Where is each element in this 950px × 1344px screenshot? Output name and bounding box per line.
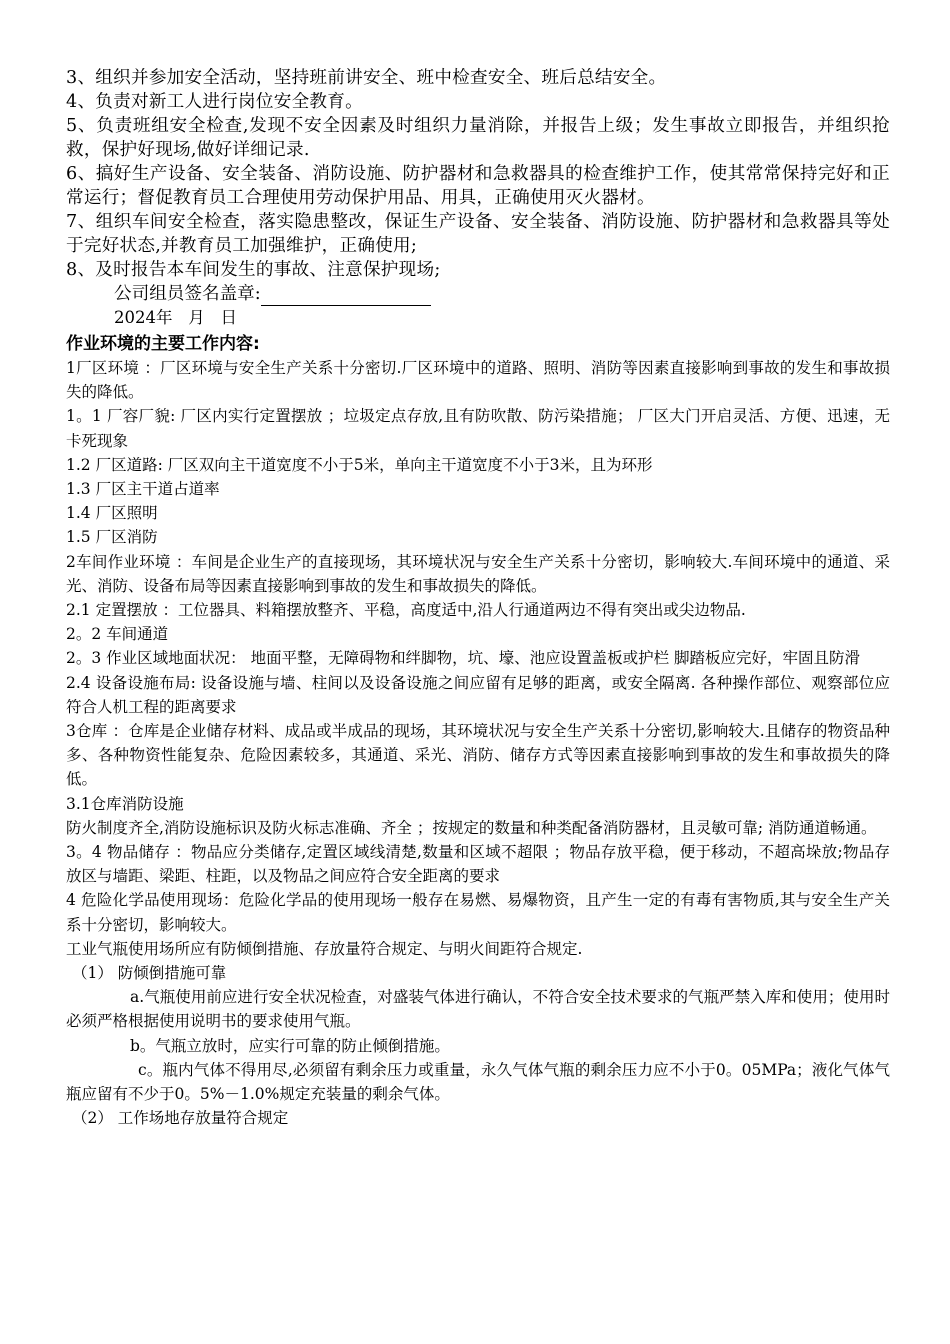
paragraph: 1.2 厂区道路: 厂区双向主干道宽度不小于5米，单向主干道宽度不小于3米，且为环形 bbox=[66, 455, 653, 474]
paragraph: 2.1 定置摆放 ：工位器具、料箱摆放整齐、平稳，高度适中,沿人行通道两边不得有突出或尖边物品. bbox=[66, 601, 746, 620]
signature-line bbox=[66, 282, 890, 306]
responsibility-item-3: 3、组织并参加安全活动，坚持班前讲安全、班中检查安全、班后总结安全。 bbox=[66, 68, 667, 88]
paragraph: （1） 防倾倒措施可靠 bbox=[72, 964, 227, 983]
work-environment-content bbox=[66, 356, 890, 1131]
paragraph: 1。1 厂容厂貌: 厂区内实行定置摆放 ；垃圾定点存放,且有防吹散、防污染措施； 厂区大门开启灵活、方便、迅速，无卡死现象 bbox=[66, 407, 890, 450]
document-page bbox=[66, 66, 890, 1131]
paragraph: 1厂区环境 ：厂区环境与安全生产关系十分密切.厂区环境中的道路、照明、消防等因素直接影响到事故的发生和事故损失的降低。 bbox=[66, 359, 890, 402]
responsibility-item-5: 5、负责班组安全检查,发现不安全因素及时组织力量消除，并报告上级；发生事故立即报告，并组织抢救，保护好现场,做好详细记录. bbox=[66, 116, 890, 160]
paragraph: a.气瓶使用前应进行安全状况检查，对盛装气体进行确认，不符合安全技术要求的气瓶严禁入库和使用；使用时必须严格根据使用说明书的要求使用气瓶。 bbox=[66, 988, 890, 1031]
paragraph: 防火制度齐全,消防设施标识及防火标志准确、齐全 ；按规定的数量和种类配备消防器材，且灵敏可靠; 消防通道畅通。 bbox=[66, 818, 877, 837]
responsibility-item-6: 6、搞好生产设备、安全装备、消防设施、防护器材和急救器具的检查维护工作，使其常常保持完好和正常运行；督促教育员工合理使用劳动保护用品、用具，正确使用灭火器材。 bbox=[66, 164, 890, 208]
responsibility-item-4: 4、负责对新工人进行岗位安全教育。 bbox=[66, 92, 363, 112]
paragraph: 2。2 车间通道 bbox=[66, 625, 169, 644]
paragraph: 3。4 物品储存 ：物品应分类储存,定置区域线清楚,数量和区域不超限 ；物品存放平稳，便于移动，不超高垛放;物品存放区与墙距、梁距、柱距，以及物品之间应符合安全距离的要求 bbox=[66, 843, 890, 886]
paragraph: 1.5 厂区消防 bbox=[66, 528, 158, 547]
signature-blank bbox=[261, 287, 431, 306]
responsibility-list bbox=[66, 66, 890, 282]
paragraph: c。瓶内气体不得用尽,必须留有剩余压力或重量，永久气体气瓶的剩余压力应不小于0。05MPa；液化气体气瓶应留有不少于0。5%－1.0%规定充装量的剩余气体。 bbox=[66, 1060, 890, 1104]
responsibility-item-8: 8、及时报告本车间发生的事故、注意保护现场; bbox=[66, 260, 441, 280]
paragraph: 2.4 设备设施布局: 设备设施与墙、柱间以及设备设施之间应留有足够的距离，或安全隔离. 各种操作部位、观察部位应符合人机工程的距离要求 bbox=[66, 673, 890, 716]
paragraph: 1.3 厂区主干道占道率 bbox=[66, 480, 220, 499]
date-line: 2024年 月 日 bbox=[114, 308, 237, 327]
paragraph: 工业气瓶使用场所应有防倾倒措施、存放量符合规定、与明火间距符合规定. bbox=[66, 939, 583, 958]
paragraph: 2车间作业环境 ：车间是企业生产的直接现场，其环境状况与安全生产关系十分密切，影响较大.车间环境中的通道、采光、消防、设备布局等因素直接影响到事故的发生和事故损失的降低。 bbox=[66, 552, 890, 595]
paragraph: 2。3 作业区域地面状况： 地面平整，无障碍物和绊脚物，坑、壕、池应设置盖板或护栏 脚踏板应完好，牢固且防滑 bbox=[66, 649, 861, 668]
section-heading: 作业环境的主要工作内容: bbox=[66, 334, 260, 354]
paragraph: b。气瓶立放时，应实行可靠的防止倾倒措施。 bbox=[130, 1036, 450, 1055]
responsibility-item-7: 7、组织车间安全检查，落实隐患整改，保证生产设备、安全装备、消防设施、防护器材和急救器具等处于完好状态,并教育员工加强维护，正确使用; bbox=[66, 212, 890, 256]
paragraph: 3仓库 ：仓库是企业储存材料、成品或半成品的现场，其环境状况与安全生产关系十分密切,影响较大.且储存的物资品种多、各种物资性能复杂、危险因素较多，其通道、采光、消防、储存方式等因素直接影响到事故的发生和事故损失的降低。 bbox=[66, 722, 890, 789]
signature-label: 公司组员签名盖章: bbox=[114, 284, 261, 304]
paragraph: （2） 工作场地存放量符合规定 bbox=[72, 1109, 289, 1128]
paragraph: 4 危险化学品使用现场：危险化学品的使用现场一般存在易燃、易爆物资，且产生一定的有毒有害物质,其与安全生产关系十分密切，影响较大。 bbox=[66, 891, 890, 934]
paragraph: 3.1仓库消防设施 bbox=[66, 794, 184, 813]
paragraph: 1.4 厂区照明 bbox=[66, 504, 158, 523]
